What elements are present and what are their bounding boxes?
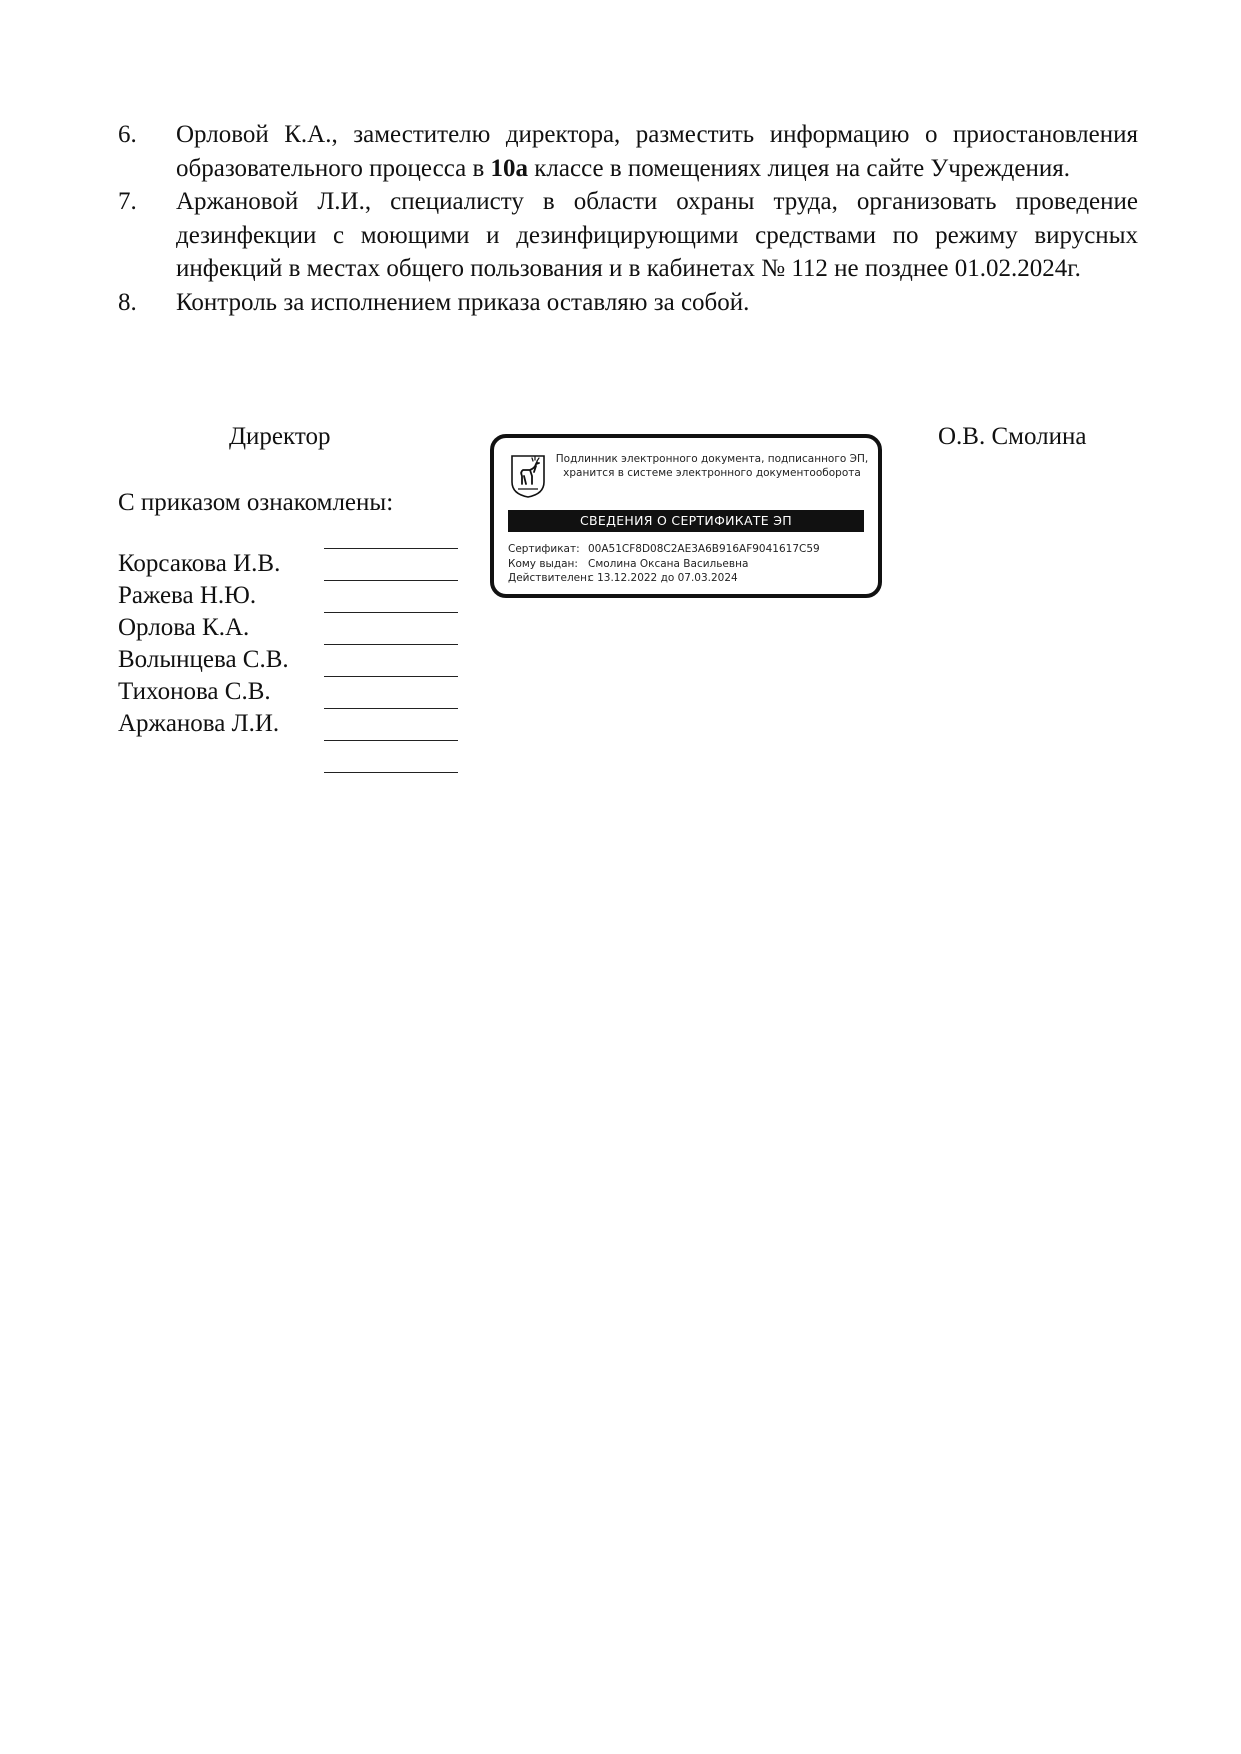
electronic-signature-stamp: [490, 434, 882, 598]
acknowledgement-names: [118, 548, 289, 740]
signature-line: [324, 549, 458, 581]
stamp-certificate-details: [508, 542, 820, 586]
acknowledgement-title: С приказом ознакомлены:: [118, 489, 394, 516]
stamp-header-line: хранится в системе электронного документооборота: [563, 467, 861, 479]
acknowledged-person: Ражева Н.Ю.: [118, 582, 257, 609]
certificate-row: [508, 542, 820, 557]
item-number: 7.: [118, 188, 137, 215]
item-number: 8.: [118, 288, 137, 316]
order-items-list: [118, 118, 1138, 319]
signature-line: [324, 741, 458, 773]
stamp-header-line: Подлинник электронного документа, подписанного ЭП,: [555, 453, 869, 465]
signature-line: [324, 677, 458, 709]
item-text-part: классе в помещениях лицея на сайте Учреждения.: [528, 154, 1070, 182]
order-item-7: [118, 185, 1138, 286]
item-text: Аржановой Л.И., специалисту в области охраны труда, организовать проведение дезинфекции с моющими и дезинфицирующими средствами по режиму вирусных инфекций в местах общего пользования и в кабинетах № 112 не позднее 01.02.2024г.: [176, 188, 1138, 282]
acknowledged-person: Волынцева С.В.: [118, 646, 289, 673]
issued-to-value: Смолина Оксана Васильевна: [588, 557, 749, 570]
acknowledged-person: Орлова К.А.: [118, 614, 250, 641]
item-text: [176, 118, 1138, 185]
certificate-value: 00A51CF8D08C2AE3A6B916AF9041617C59: [588, 543, 820, 555]
valid-label: Действителен:: [508, 572, 591, 584]
signature-line: [324, 709, 458, 741]
issued-to-row: [508, 557, 820, 572]
item-text: Контроль за исполнением приказа оставляю за собой.: [176, 288, 750, 316]
class-name-bold: 10а: [490, 154, 529, 182]
signature-line: [324, 613, 458, 645]
stamp-certificate-bar: СВЕДЕНИЯ О СЕРТИФИКАТЕ ЭП: [508, 510, 864, 532]
item-text-part: Орловой К.А., заместителю директора, разместить информацию о приостановления образовательного процесса в: [176, 121, 1138, 182]
acknowledged-person: Аржанова Л.И.: [118, 710, 280, 737]
nizhny-novgorod-deer-emblem-icon: [510, 454, 546, 498]
stamp-header: [552, 452, 872, 480]
valid-value: с 13.12.2022 до 07.03.2024: [588, 572, 738, 584]
valid-row: [508, 571, 820, 586]
acknowledged-person: Тихонова С.В.: [118, 678, 271, 705]
signature-line: [324, 645, 458, 677]
signature-lines: [324, 548, 458, 773]
item-number: 6.: [118, 121, 137, 148]
issued-to-label: Кому выдан:: [508, 557, 578, 570]
order-item-8: [118, 286, 1138, 320]
certificate-label: Сертификат:: [508, 543, 580, 555]
director-title: Директор: [229, 423, 331, 450]
signature-line: [324, 581, 458, 613]
director-name: О.В. Смолина: [938, 423, 1087, 450]
acknowledged-person: Корсакова И.В.: [118, 550, 281, 577]
order-item-6: [118, 118, 1138, 185]
